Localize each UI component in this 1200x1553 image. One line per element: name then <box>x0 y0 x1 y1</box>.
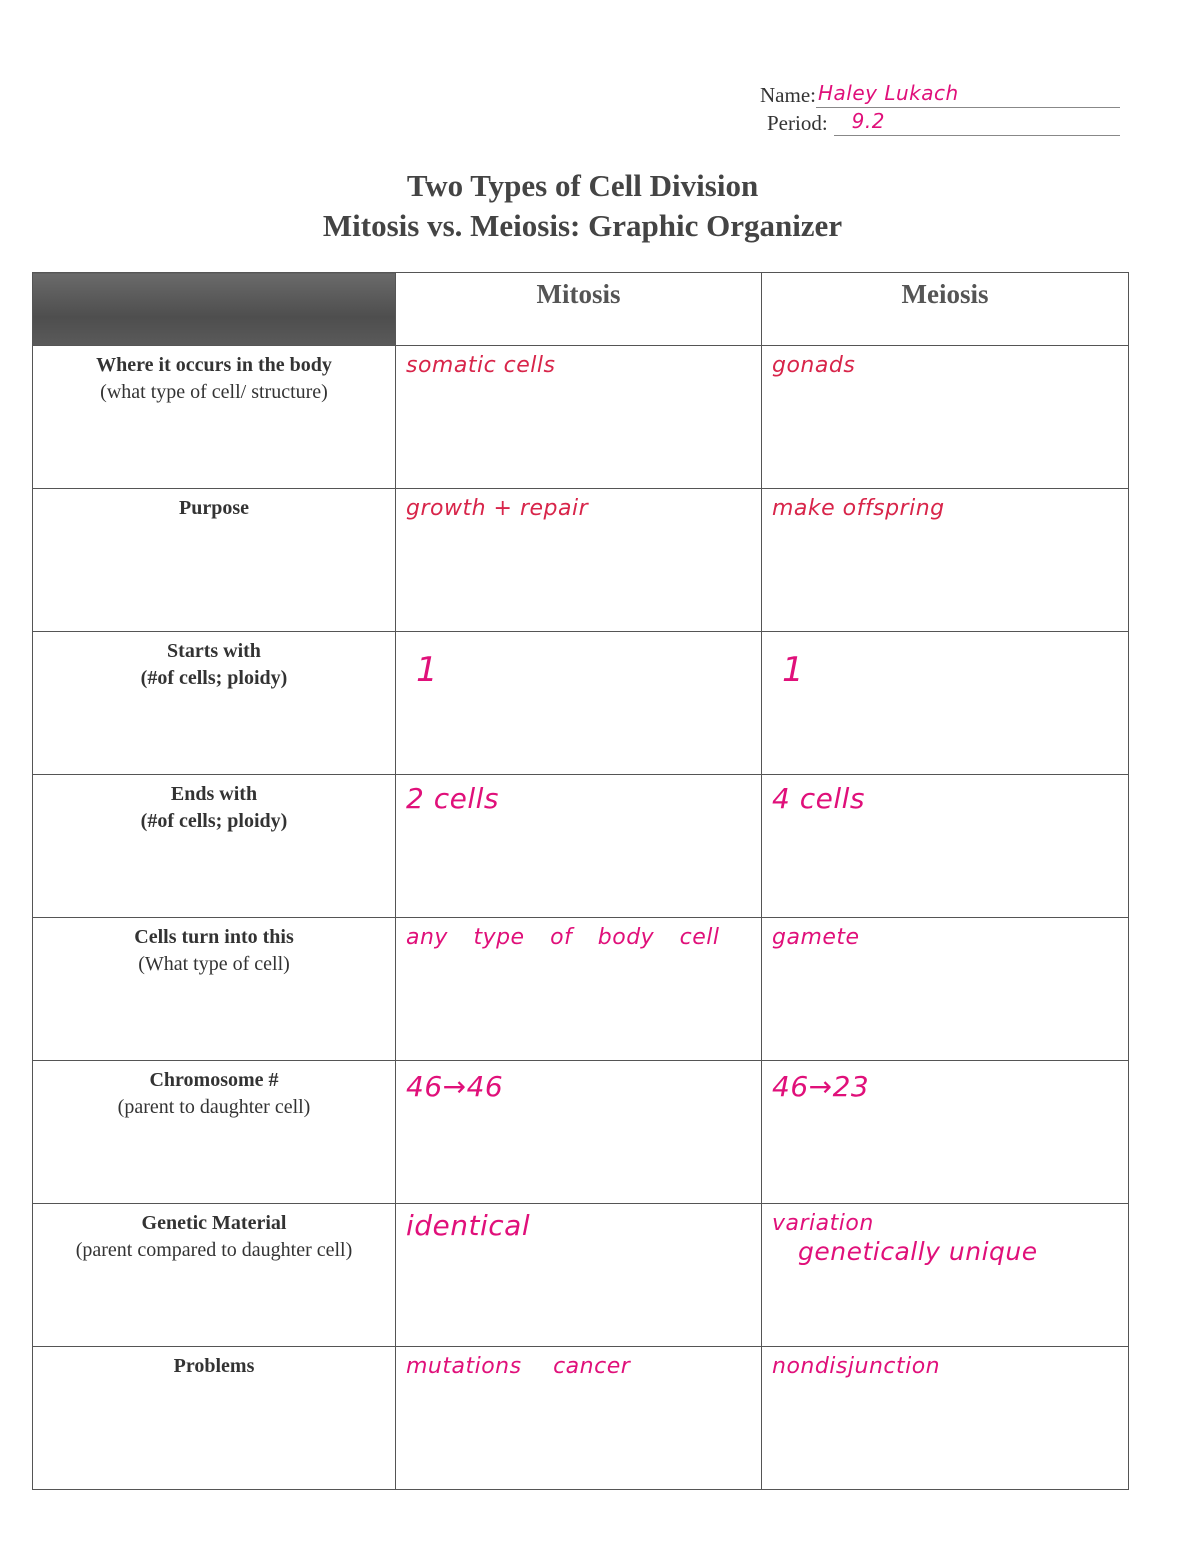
row-label: Cells turn into this <box>134 926 294 948</box>
row-sublabel: (What type of cell) <box>138 953 290 975</box>
row-label-cell <box>33 489 396 632</box>
meiosis-answer: gonads <box>772 353 856 378</box>
meiosis-answer-cell[interactable] <box>762 1061 1129 1204</box>
name-value: Haley Lukach <box>817 81 959 105</box>
meiosis-answer-cell[interactable] <box>762 1347 1129 1490</box>
meiosis-answer-cell[interactable] <box>762 1204 1129 1347</box>
row-label-cell <box>33 775 396 918</box>
row-sublabel: (#of cells; ploidy) <box>140 810 288 832</box>
mitosis-answer-cell[interactable] <box>396 489 762 632</box>
meiosis-answer-cell[interactable] <box>762 489 1129 632</box>
table-row-genetic-material <box>33 1204 1129 1347</box>
row-label-cell <box>33 1347 396 1490</box>
table-row-ends-with <box>33 775 1129 918</box>
meiosis-answer-cell[interactable] <box>762 632 1129 775</box>
row-label-cell <box>33 1061 396 1204</box>
row-sublabel: (#of cells; ploidy) <box>140 667 288 689</box>
mitosis-answer: 2 cells <box>406 782 499 815</box>
graphic-organizer-table <box>32 272 1129 1490</box>
row-label: Starts with <box>167 640 261 662</box>
meiosis-answer: variation <box>772 1211 874 1236</box>
row-label: Problems <box>173 1355 255 1377</box>
row-label: Purpose <box>179 497 249 519</box>
name-field[interactable] <box>816 81 1120 108</box>
mitosis-answer-cell[interactable] <box>396 1204 762 1347</box>
period-field[interactable] <box>834 109 1120 136</box>
meiosis-answer-cell[interactable] <box>762 346 1129 489</box>
meiosis-answer: gamete <box>772 925 860 950</box>
page-subtitle: Mitosis vs. Meiosis: Graphic Organizer <box>322 208 843 243</box>
row-label: Genetic Material <box>141 1212 287 1234</box>
row-sublabel: (parent to daughter cell) <box>117 1096 311 1118</box>
row-sublabel: (parent compared to daughter cell) <box>75 1239 353 1261</box>
meiosis-answer: 46→23 <box>772 1070 870 1103</box>
period-label: Period: <box>767 111 828 135</box>
row-label-cell <box>33 346 396 489</box>
name-row <box>760 80 1120 108</box>
meiosis-answer-cell[interactable] <box>762 775 1129 918</box>
mitosis-answer-cell[interactable] <box>396 632 762 775</box>
meiosis-answer-line2: genetically unique <box>798 1237 1038 1266</box>
mitosis-answer-cell[interactable] <box>396 775 762 918</box>
mitosis-answer-cell[interactable] <box>396 918 762 1061</box>
meiosis-answer: 4 cells <box>772 782 865 815</box>
mitosis-answer: mutations cancer <box>406 1354 631 1379</box>
meiosis-answer: 1 <box>782 650 805 690</box>
meiosis-answer-cell[interactable] <box>762 918 1129 1061</box>
row-label-cell <box>33 632 396 775</box>
mitosis-answer: identical <box>406 1209 531 1242</box>
row-label: Where it occurs in the body <box>96 354 332 376</box>
name-label: Name: <box>760 83 816 107</box>
row-label-cell <box>33 1204 396 1347</box>
table-row-starts-with <box>33 632 1129 775</box>
mitosis-answer: any type of body cell <box>406 925 720 950</box>
mitosis-answer: 1 <box>416 650 439 690</box>
meiosis-answer: nondisjunction <box>772 1354 941 1379</box>
column-header-meiosis: Meiosis <box>762 273 1129 346</box>
table-row-location <box>33 346 1129 489</box>
table-row-problems <box>33 1347 1129 1490</box>
row-label: Chromosome # <box>149 1069 279 1091</box>
mitosis-answer: somatic cells <box>406 353 556 378</box>
column-header-mitosis: Mitosis <box>396 273 762 346</box>
meiosis-answer-block <box>762 1204 1128 1266</box>
header-blank-cell <box>33 273 396 346</box>
mitosis-answer-cell[interactable] <box>396 1061 762 1204</box>
mitosis-answer-cell[interactable] <box>396 346 762 489</box>
period-value: 9.2 <box>851 109 885 133</box>
table-row-cells-turn-into <box>33 918 1129 1061</box>
period-row <box>760 108 1120 136</box>
mitosis-answer-cell[interactable] <box>396 1347 762 1490</box>
page-title: Two Types of Cell Division <box>406 168 759 203</box>
header-row <box>33 273 1129 346</box>
table-row-chromosome-number <box>33 1061 1129 1204</box>
meiosis-answer: make offspring <box>772 496 945 521</box>
row-sublabel: (what type of cell/ structure) <box>100 381 328 403</box>
mitosis-answer: 46→46 <box>406 1070 504 1103</box>
row-label: Ends with <box>170 783 258 805</box>
row-label-cell <box>33 918 396 1061</box>
table-row-purpose <box>33 489 1129 632</box>
mitosis-answer: growth + repair <box>406 496 589 521</box>
student-info <box>760 80 1120 136</box>
